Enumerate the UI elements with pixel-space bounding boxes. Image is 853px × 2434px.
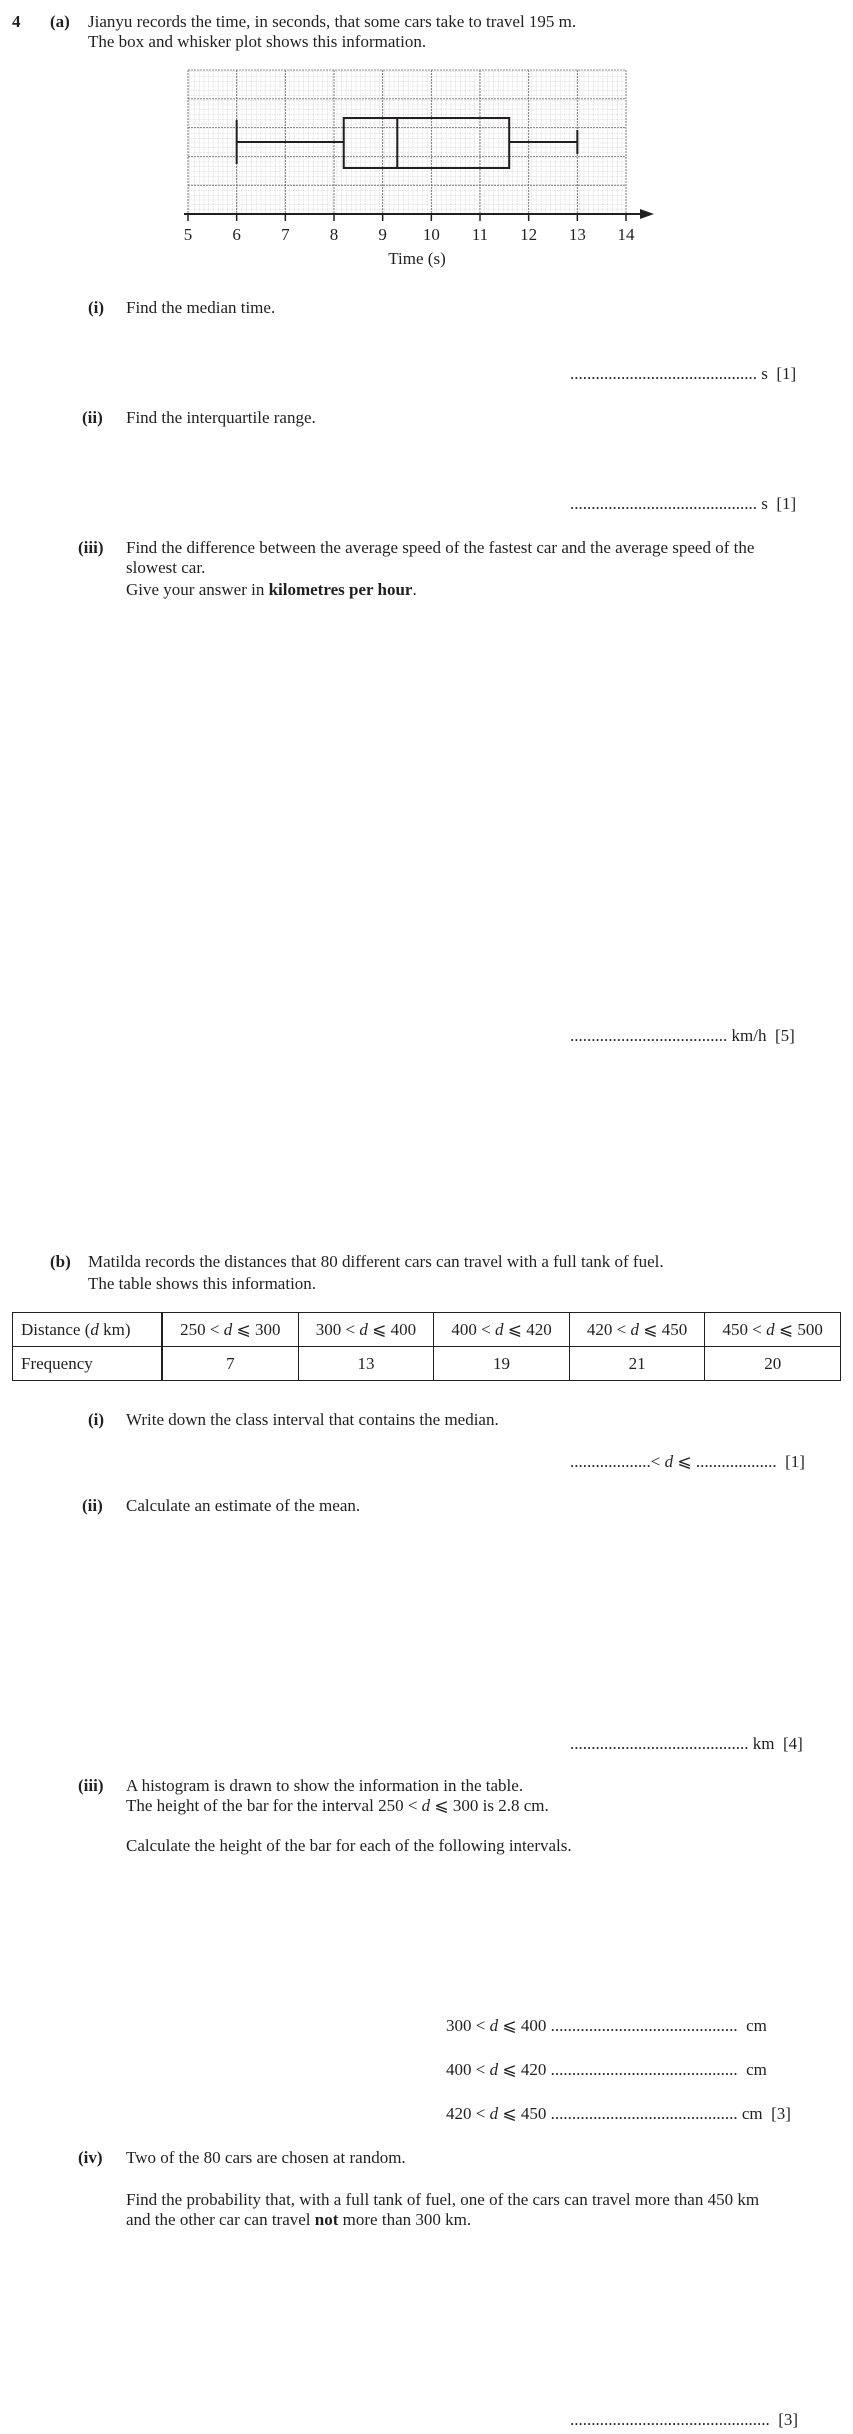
part-b-i-label: (i): [88, 1410, 105, 1429]
part-a-iii-text-line2: slowest car.: [126, 558, 206, 577]
answer-line-b-iv[interactable]: ............................................... [3]: [570, 2410, 799, 2429]
x-tick-label: 9: [378, 225, 387, 244]
part-b-iv-text-line3: and the other car can travel not more than 300 km.: [126, 2210, 472, 2229]
answer-line-b-ii[interactable]: .......................................... km [4]: [570, 1734, 803, 1753]
answer-line-b-iii-1[interactable]: 300 < d ⩽ 400 ............................................ cm: [446, 2016, 767, 2035]
part-b-iii-label: (iii): [78, 1776, 104, 1795]
part-a-ii-text: Find the interquartile range.: [126, 408, 316, 427]
part-a-i-label: (i): [88, 298, 105, 317]
part-a-i-text: Find the median time.: [126, 298, 276, 317]
box-whisker-chart: [180, 62, 670, 282]
part-b-i-text: Write down the class interval that contains the median.: [126, 1410, 499, 1429]
part-a-intro-line2: The box and whisker plot shows this information.: [88, 32, 427, 51]
part-b-ii-label: (ii): [82, 1496, 103, 1515]
x-tick-label: 6: [232, 225, 241, 244]
part-b-iv-text-line1: Two of the 80 cars are chosen at random.: [126, 2148, 406, 2167]
part-b-ii-text: Calculate an estimate of the mean.: [126, 1496, 361, 1515]
table-cell-frequency: 19: [434, 1347, 570, 1381]
x-tick-label: 5: [183, 225, 193, 244]
part-b-label: (b): [50, 1252, 71, 1271]
x-tick-label: 7: [281, 225, 290, 244]
x-tick-label: 11: [471, 225, 489, 244]
table-cell-interval: 450 < d ⩽ 500: [705, 1313, 841, 1347]
part-b-iv-text-line2: Find the probability that, with a full tank of fuel, one of the cars can travel more than 450 km: [126, 2190, 760, 2209]
part-b-intro-line1: Matilda records the distances that 80 different cars can travel with a full tank of fuel.: [88, 1252, 664, 1271]
x-tick-label: 12: [520, 225, 538, 244]
answer-line-b-iii-3[interactable]: 420 < d ⩽ 450 ............................................ cm [3]: [446, 2104, 791, 2123]
table-head-frequency: Frequency: [13, 1347, 163, 1381]
part-a-iii-label: (iii): [78, 538, 104, 557]
part-a-iii-text-line1: Find the difference between the average speed of the fastest car and the average speed of the: [126, 538, 755, 557]
answer-line-b-i[interactable]: ...................< d ⩽ ................... [1]: [570, 1452, 805, 1471]
x-tick-label: 8: [329, 225, 339, 244]
table-cell-interval: 400 < d ⩽ 420: [434, 1313, 570, 1347]
question-number: 4: [12, 12, 21, 31]
part-a-intro-line1: Jianyu records the time, in seconds, that some cars take to travel 195 m.: [88, 12, 577, 31]
x-tick-label: 10: [422, 225, 440, 244]
part-b-iii-text-line3: Calculate the height of the bar for each of the following intervals.: [126, 1836, 572, 1855]
part-b-iii-text-line1: A histogram is drawn to show the information in the table.: [126, 1776, 524, 1795]
part-a-ii-label: (ii): [82, 408, 103, 427]
table-cell-frequency: 21: [569, 1347, 705, 1381]
answer-line-a-iii[interactable]: ..................................... km/h [5]: [570, 1026, 795, 1045]
answer-line-b-iii-2[interactable]: 400 < d ⩽ 420 ............................................ cm: [446, 2060, 767, 2079]
part-b-intro-line2: The table shows this information.: [88, 1274, 317, 1293]
x-tick-label: 14: [617, 225, 635, 244]
table-cell-interval: 250 < d ⩽ 300: [162, 1313, 298, 1347]
table-head-distance: Distance (d km): [13, 1313, 163, 1347]
table-cell-frequency: 20: [705, 1347, 841, 1381]
answer-line-a-i[interactable]: ............................................ s [1]: [570, 364, 797, 383]
part-b-iii-text-line2: The height of the bar for the interval 250 < d ⩽ 300 is 2.8 cm.: [126, 1796, 549, 1815]
part-b-iv-label: (iv): [78, 2148, 103, 2167]
chart-axis: [184, 209, 654, 244]
table-row-frequency: [13, 1347, 841, 1381]
table-row-distance: [13, 1313, 841, 1347]
part-a-iii-text-line3: Give your answer in kilometres per hour.: [126, 580, 417, 599]
table-cell-frequency: 13: [298, 1347, 434, 1381]
answer-line-a-ii[interactable]: ............................................ s [1]: [570, 494, 797, 513]
part-a-label: (a): [50, 12, 70, 31]
table-cell-interval: 420 < d ⩽ 450: [569, 1313, 705, 1347]
table-cell-frequency: 7: [162, 1347, 298, 1381]
frequency-table: [12, 1312, 841, 1381]
x-tick-label: 13: [568, 225, 586, 244]
x-axis-arrow-icon: [640, 209, 654, 219]
x-axis-label: Time (s): [388, 249, 446, 268]
table-cell-interval: 300 < d ⩽ 400: [298, 1313, 434, 1347]
